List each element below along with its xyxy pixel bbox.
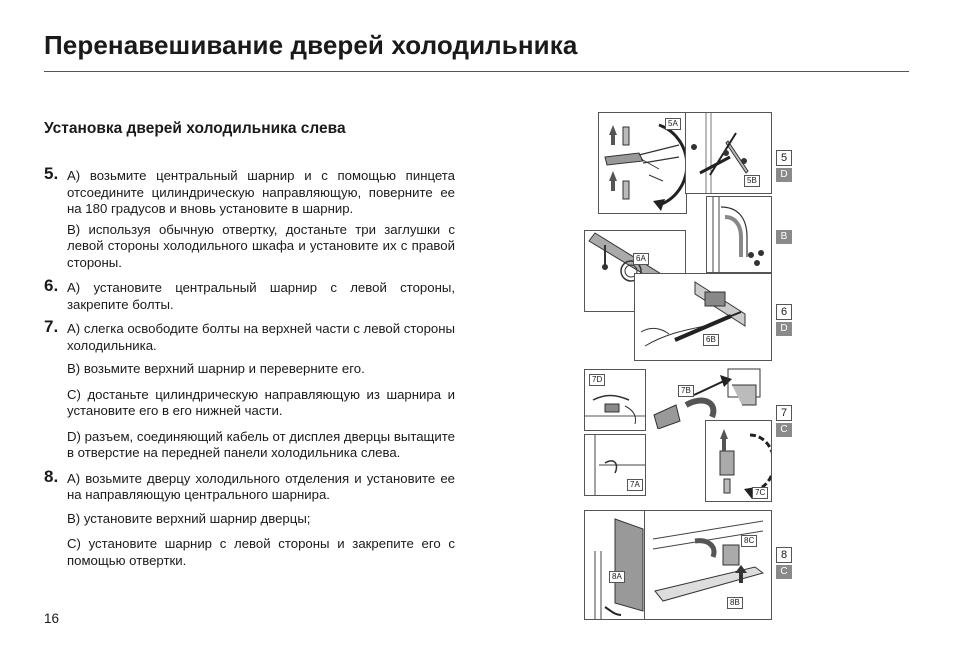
figure-label-7c: 7C bbox=[752, 487, 768, 499]
step-7-number: 7. bbox=[44, 317, 59, 336]
figure-label-7d: 7D bbox=[589, 374, 605, 386]
step-8-para-a: 8. A) возьмите дверцу холодильного отделения и установите ее на направляющую центрального шарнира. bbox=[44, 466, 455, 502]
figure-6b bbox=[634, 273, 772, 361]
marker-5-number: 5 bbox=[776, 150, 792, 166]
instruction-steps bbox=[44, 164, 456, 578]
figure-label-6a: 6A bbox=[633, 253, 649, 265]
figure-label-8c: 8C bbox=[741, 535, 757, 547]
marker-8-letter: C bbox=[776, 565, 792, 579]
figure-5b bbox=[685, 112, 772, 194]
figure-5b-door bbox=[706, 196, 772, 273]
section-title: Установка дверей холодильника слева bbox=[44, 120, 346, 137]
door-edge-illustration bbox=[707, 197, 771, 272]
figure-7c bbox=[705, 420, 772, 502]
marker-7-letter: C bbox=[776, 423, 792, 437]
figure-8bc bbox=[644, 510, 772, 620]
step-8-para-c: C) установите шарнир с левой стороны и закрепите его с помощью отвертки. bbox=[67, 536, 455, 568]
figure-label-5a: 5A bbox=[665, 118, 681, 130]
step-7-para-b: B) возьмите верхний шарнир и переверните его. bbox=[67, 361, 365, 376]
screwdriver-hinge-illustration bbox=[635, 274, 771, 360]
step-6-number: 6. bbox=[44, 276, 59, 295]
figure-8a bbox=[584, 510, 646, 620]
figure-label-8b: 8B bbox=[727, 597, 743, 609]
figure-label-6b: 6B bbox=[703, 334, 719, 346]
step-8-para-b: B) установите верхний шарнир дверцы; bbox=[67, 510, 311, 526]
figure-5a bbox=[598, 112, 687, 214]
figure-label-8a: 8A bbox=[609, 571, 625, 583]
marker-8-number: 8 bbox=[776, 547, 792, 563]
step-7-para-d: D) разъем, соединяющий кабель от дисплея дверцы вытащите в отверстие на передней панели холодильника слева. bbox=[67, 428, 455, 460]
page-title: Перенавешивание дверей холодильника bbox=[44, 30, 578, 60]
step-7-para-c: C) достаньте цилиндрическую направляющую из шарнира и установите его в его нижней части. bbox=[67, 386, 455, 418]
marker-7-number: 7 bbox=[776, 405, 792, 421]
title-divider bbox=[44, 71, 909, 72]
step-6-para-a: 6. A) установите центральный шарнир с левой стороны, закрепите болты. bbox=[44, 276, 455, 312]
figure-label-7b: 7B bbox=[678, 385, 694, 397]
marker-6-number: 6 bbox=[776, 304, 792, 320]
marker-5b-letter: B bbox=[776, 230, 792, 244]
step-8-number: 8. bbox=[44, 466, 59, 486]
figure-7d bbox=[584, 369, 646, 431]
step-5-para-b: B) используя обычную отвертку, достаньте три заглушки с левой стороны холодильного шкафа и установите их с правой стороны. bbox=[67, 221, 455, 270]
top-hinge-install-illustration bbox=[645, 511, 771, 619]
figure-7a bbox=[584, 434, 646, 496]
door-mount-illustration bbox=[585, 511, 645, 619]
step-5-number: 5. bbox=[44, 164, 59, 183]
figure-label-7a: 7A bbox=[627, 479, 643, 491]
figure-label-5b: 5B bbox=[744, 175, 760, 187]
marker-5-letter: D bbox=[776, 168, 792, 182]
step-5-para-a: 5. A) возьмите центральный шарнир и с помощью пинцета отсоедините цилиндрическую направляющую, поверните ее на 180 градусов и вновь установите в шарнир. bbox=[44, 164, 455, 216]
marker-6-letter: D bbox=[776, 322, 792, 336]
step-7-para-a: 7. A) слегка освободите болты на верхней части с левой стороны холодильника. bbox=[44, 317, 456, 353]
page-number: 16 bbox=[44, 611, 60, 626]
